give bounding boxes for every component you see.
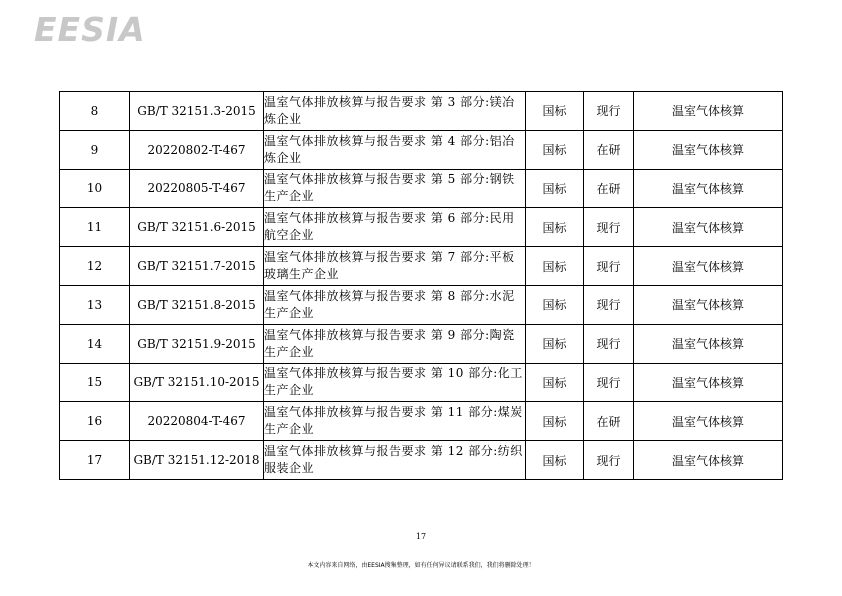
table-row [60, 92, 783, 131]
standard-name-cell: 温室气体排放核算与报告要求 第 5 部分:钢铁生产企业 [264, 169, 526, 208]
standard-level-cell: 国标 [526, 441, 584, 480]
category-cell: 温室气体核算 [634, 402, 783, 441]
eesia-logo: EESIA [34, 10, 146, 49]
standard-name-cell: 温室气体排放核算与报告要求 第 9 部分:陶瓷生产企业 [264, 324, 526, 363]
footer-disclaimer: 本文内容来自网络，由EESIA搜集整理，如有任何异议请联系我们，我们将删除处理！ [307, 562, 535, 569]
standard-level-cell: 国标 [526, 363, 584, 402]
row-number-cell: 11 [60, 208, 130, 247]
standard-level-cell: 国标 [526, 92, 584, 131]
row-number-cell: 12 [60, 247, 130, 286]
standard-status-cell: 现行 [584, 441, 634, 480]
standard-status-cell: 现行 [584, 363, 634, 402]
standard-name-cell: 温室气体排放核算与报告要求 第 12 部分:纺织服装企业 [264, 441, 526, 480]
table-row [60, 402, 783, 441]
table-row [60, 324, 783, 363]
standard-name-cell: 温室气体排放核算与报告要求 第 11 部分:煤炭生产企业 [264, 402, 526, 441]
table-row [60, 363, 783, 402]
standard-code-cell: 20220802-T-467 [130, 130, 264, 169]
standard-code-cell: GB/T 32151.9-2015 [130, 324, 264, 363]
standard-status-cell: 在研 [584, 402, 634, 441]
standard-level-cell: 国标 [526, 208, 584, 247]
category-cell: 温室气体核算 [634, 324, 783, 363]
standard-status-cell: 现行 [584, 247, 634, 286]
category-cell: 温室气体核算 [634, 441, 783, 480]
standard-status-cell: 在研 [584, 130, 634, 169]
category-cell: 温室气体核算 [634, 285, 783, 324]
category-cell: 温室气体核算 [634, 208, 783, 247]
standard-name-cell: 温室气体排放核算与报告要求 第 8 部分:水泥生产企业 [264, 285, 526, 324]
standard-code-cell: GB/T 32151.12-2018 [130, 441, 264, 480]
row-number-cell: 9 [60, 130, 130, 169]
table-row [60, 441, 783, 480]
standard-level-cell: 国标 [526, 324, 584, 363]
row-number-cell: 15 [60, 363, 130, 402]
standard-level-cell: 国标 [526, 402, 584, 441]
standard-status-cell: 现行 [584, 92, 634, 131]
standards-table-body [60, 92, 783, 480]
standard-code-cell: 20220805-T-467 [130, 169, 264, 208]
standard-code-cell: GB/T 32151.6-2015 [130, 208, 264, 247]
standard-level-cell: 国标 [526, 130, 584, 169]
standard-status-cell: 现行 [584, 324, 634, 363]
standard-name-cell: 温室气体排放核算与报告要求 第 6 部分:民用航空企业 [264, 208, 526, 247]
row-number-cell: 16 [60, 402, 130, 441]
category-cell: 温室气体核算 [634, 247, 783, 286]
row-number-cell: 17 [60, 441, 130, 480]
table-row [60, 169, 783, 208]
category-cell: 温室气体核算 [634, 169, 783, 208]
row-number-cell: 8 [60, 92, 130, 131]
standard-name-cell: 温室气体排放核算与报告要求 第 7 部分:平板玻璃生产企业 [264, 247, 526, 286]
standard-name-cell: 温室气体排放核算与报告要求 第 3 部分:镁冶炼企业 [264, 92, 526, 131]
table-row [60, 247, 783, 286]
standard-code-cell: GB/T 32151.8-2015 [130, 285, 264, 324]
standard-name-cell: 温室气体排放核算与报告要求 第 4 部分:铝冶炼企业 [264, 130, 526, 169]
table-row [60, 285, 783, 324]
standard-status-cell: 现行 [584, 208, 634, 247]
standard-level-cell: 国标 [526, 285, 584, 324]
standard-code-cell: GB/T 32151.7-2015 [130, 247, 264, 286]
category-cell: 温室气体核算 [634, 130, 783, 169]
category-cell: 温室气体核算 [634, 363, 783, 402]
standard-level-cell: 国标 [526, 169, 584, 208]
row-number-cell: 10 [60, 169, 130, 208]
standard-name-cell: 温室气体排放核算与报告要求 第 10 部分:化工生产企业 [264, 363, 526, 402]
standard-code-cell: 20220804-T-467 [130, 402, 264, 441]
standard-status-cell: 在研 [584, 169, 634, 208]
table-row [60, 208, 783, 247]
category-cell: 温室气体核算 [634, 92, 783, 131]
row-number-cell: 13 [60, 285, 130, 324]
page-number: 17 [415, 532, 427, 541]
row-number-cell: 14 [60, 324, 130, 363]
table-row [60, 130, 783, 169]
standard-code-cell: GB/T 32151.10-2015 [130, 363, 264, 402]
standard-status-cell: 现行 [584, 285, 634, 324]
standard-code-cell: GB/T 32151.3-2015 [130, 92, 264, 131]
standard-level-cell: 国标 [526, 247, 584, 286]
standards-table [59, 91, 783, 480]
